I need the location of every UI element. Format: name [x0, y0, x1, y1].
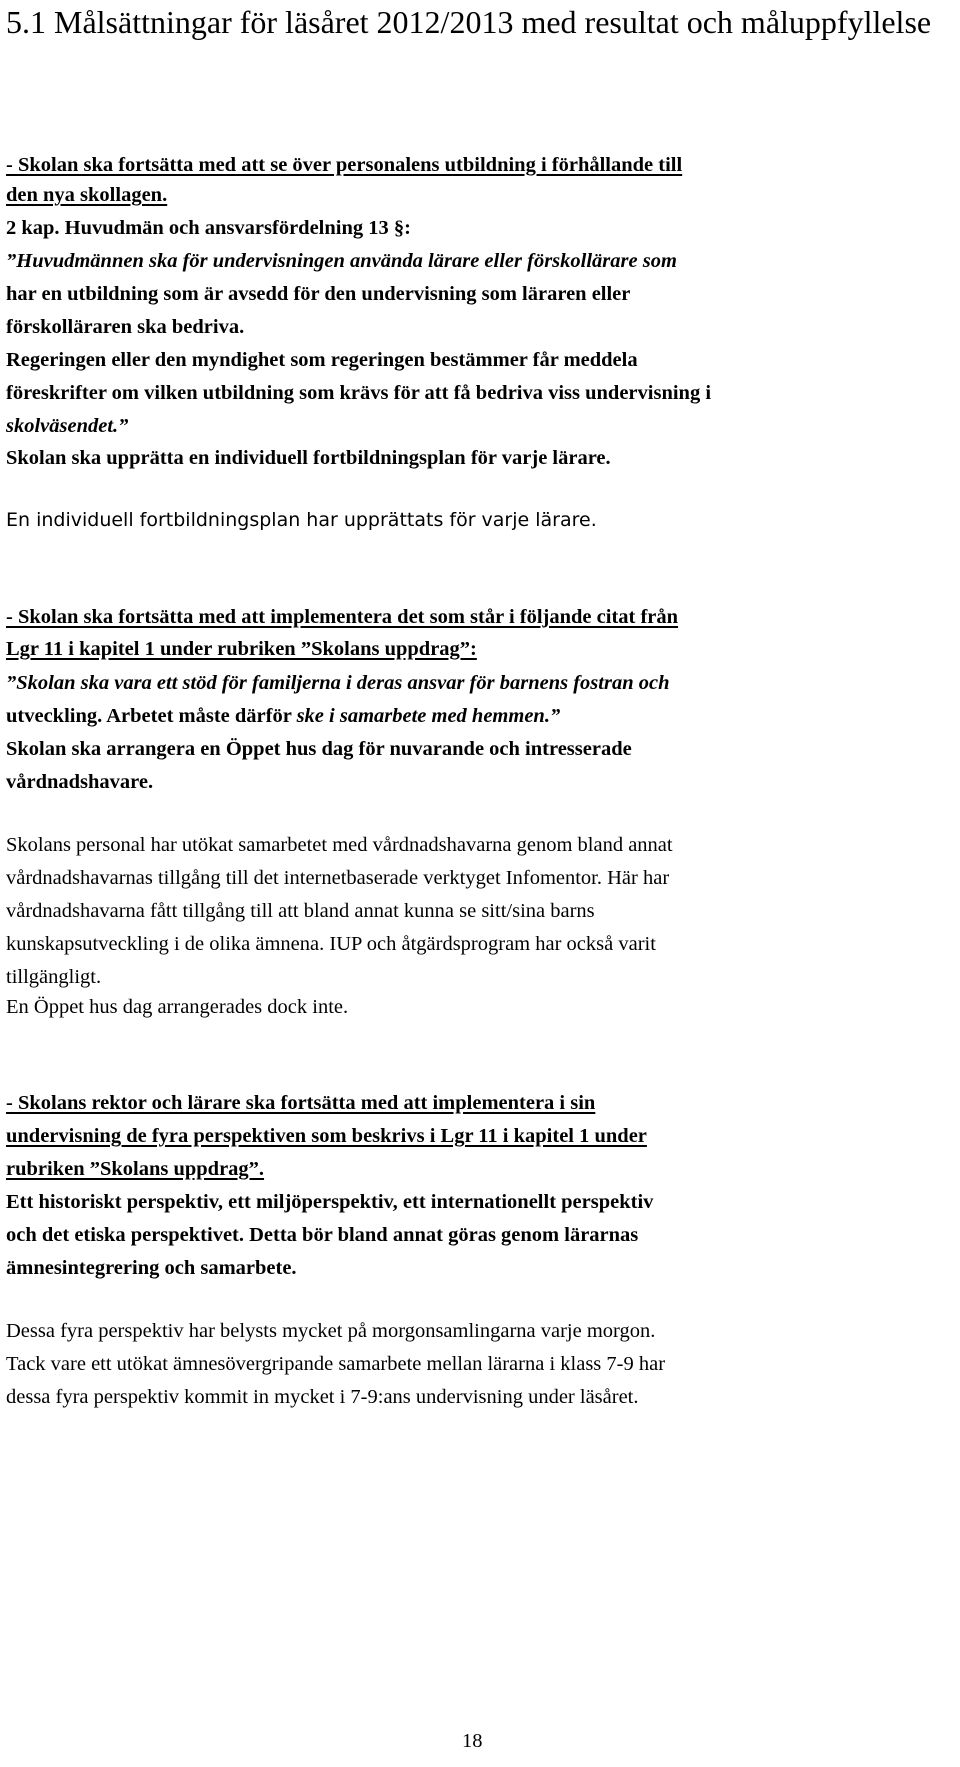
- goal-2-line-2: Lgr 11 i kapitel 1 under rubriken ”Skolans uppdrag”:: [6, 638, 477, 660]
- plan-3-line-2: och det etiska perspektivet. Detta bör bland annat göras genom lärarnas: [6, 1224, 639, 1246]
- law-reference: 2 kap. Huvudmän och ansvarsfördelning 13 §:: [6, 217, 411, 239]
- result-2-line-6: En Öppet hus dag arrangerades dock inte.: [6, 996, 349, 1018]
- result-2-line-4: kunskapsutveckling i de olika ämnena. IUP och åtgärdsprogram har också varit: [6, 933, 656, 955]
- quote-1-line-5: föreskrifter om vilken utbildning som krävs för att få bedriva viss undervisning i: [6, 382, 712, 404]
- plan-1: Skolan ska upprätta en individuell fortbildningsplan för varje lärare.: [6, 447, 611, 469]
- page-number: 18: [462, 1730, 483, 1752]
- goal-3-line-3: rubriken ”Skolans uppdrag”.: [6, 1158, 265, 1180]
- result-1: En individuell fortbildningsplan har upprättats för varje lärare.: [6, 509, 597, 531]
- quote-1-line-2: har en utbildning som är avsedd för den undervisning som läraren eller: [6, 283, 631, 305]
- goal-1-line-2: den nya skollagen.: [6, 184, 168, 206]
- quote-1-line-4: Regeringen eller den myndighet som regeringen bestämmer får meddela: [6, 349, 638, 371]
- plan-2-line-1: Skolan ska arrangera en Öppet hus dag för nuvarande och intresserade: [6, 738, 632, 760]
- quote-2-line-2-italic: ske i samarbete med hemmen.”: [296, 705, 561, 727]
- quote-1-line-1: ”Huvudmännen ska för undervisningen använda lärare eller förskollärare som: [6, 250, 677, 272]
- quote-2-line-2: [6, 706, 560, 727]
- result-3-line-2: Tack vare ett utökat ämnesövergripande samarbete mellan lärarna i klass 7-9 har: [6, 1353, 666, 1375]
- result-3-line-3: dessa fyra perspektiv kommit in mycket i 7-9:ans undervisning under läsåret.: [6, 1386, 639, 1408]
- goal-2-line-1: - Skolan ska fortsätta med att implementera det som står i följande citat från: [6, 606, 679, 628]
- result-3-line-1: Dessa fyra perspektiv har belysts mycket på morgonsamlingarna varje morgon.: [6, 1320, 656, 1342]
- result-2-line-5: tillgängligt.: [6, 966, 102, 988]
- result-2-line-1: Skolans personal har utökat samarbetet med vårdnadshavarna genom bland annat: [6, 834, 673, 856]
- plan-2-line-2: vårdnadshavare.: [6, 771, 154, 793]
- goal-1-line-1: - Skolan ska fortsätta med att se över personalens utbildning i förhållande till: [6, 154, 683, 176]
- result-2-line-2: vårdnadshavarnas tillgång till det internetbaserade verktyget Infomentor. Här har: [6, 867, 670, 889]
- quote-1-line-6: skolväsendet.”: [6, 415, 129, 437]
- goal-3-line-2: undervisning de fyra perspektiven som beskrivs i Lgr 11 i kapitel 1 under: [6, 1125, 647, 1147]
- goal-3-line-1: - Skolans rektor och lärare ska fortsätta med att implementera i sin: [6, 1092, 596, 1114]
- quote-1-line-3: förskolläraren ska bedriva.: [6, 316, 245, 338]
- result-2-line-3: vårdnadshavarna fått tillgång till att bland annat kunna se sitt/sina barns: [6, 900, 595, 922]
- quote-2-line-2-regular: utveckling. Arbetet måste därför: [6, 705, 297, 727]
- section-heading: 5.1 Målsättningar för läsåret 2012/2013 med resultat och måluppfyllelse: [6, 4, 932, 40]
- quote-2-line-1: ”Skolan ska vara ett stöd för familjerna i deras ansvar för barnens fostran och: [6, 672, 670, 694]
- plan-3-line-1: Ett historiskt perspektiv, ett miljöperspektiv, ett internationellt perspektiv: [6, 1191, 654, 1213]
- plan-3-line-3: ämnesintegrering och samarbete.: [6, 1257, 297, 1279]
